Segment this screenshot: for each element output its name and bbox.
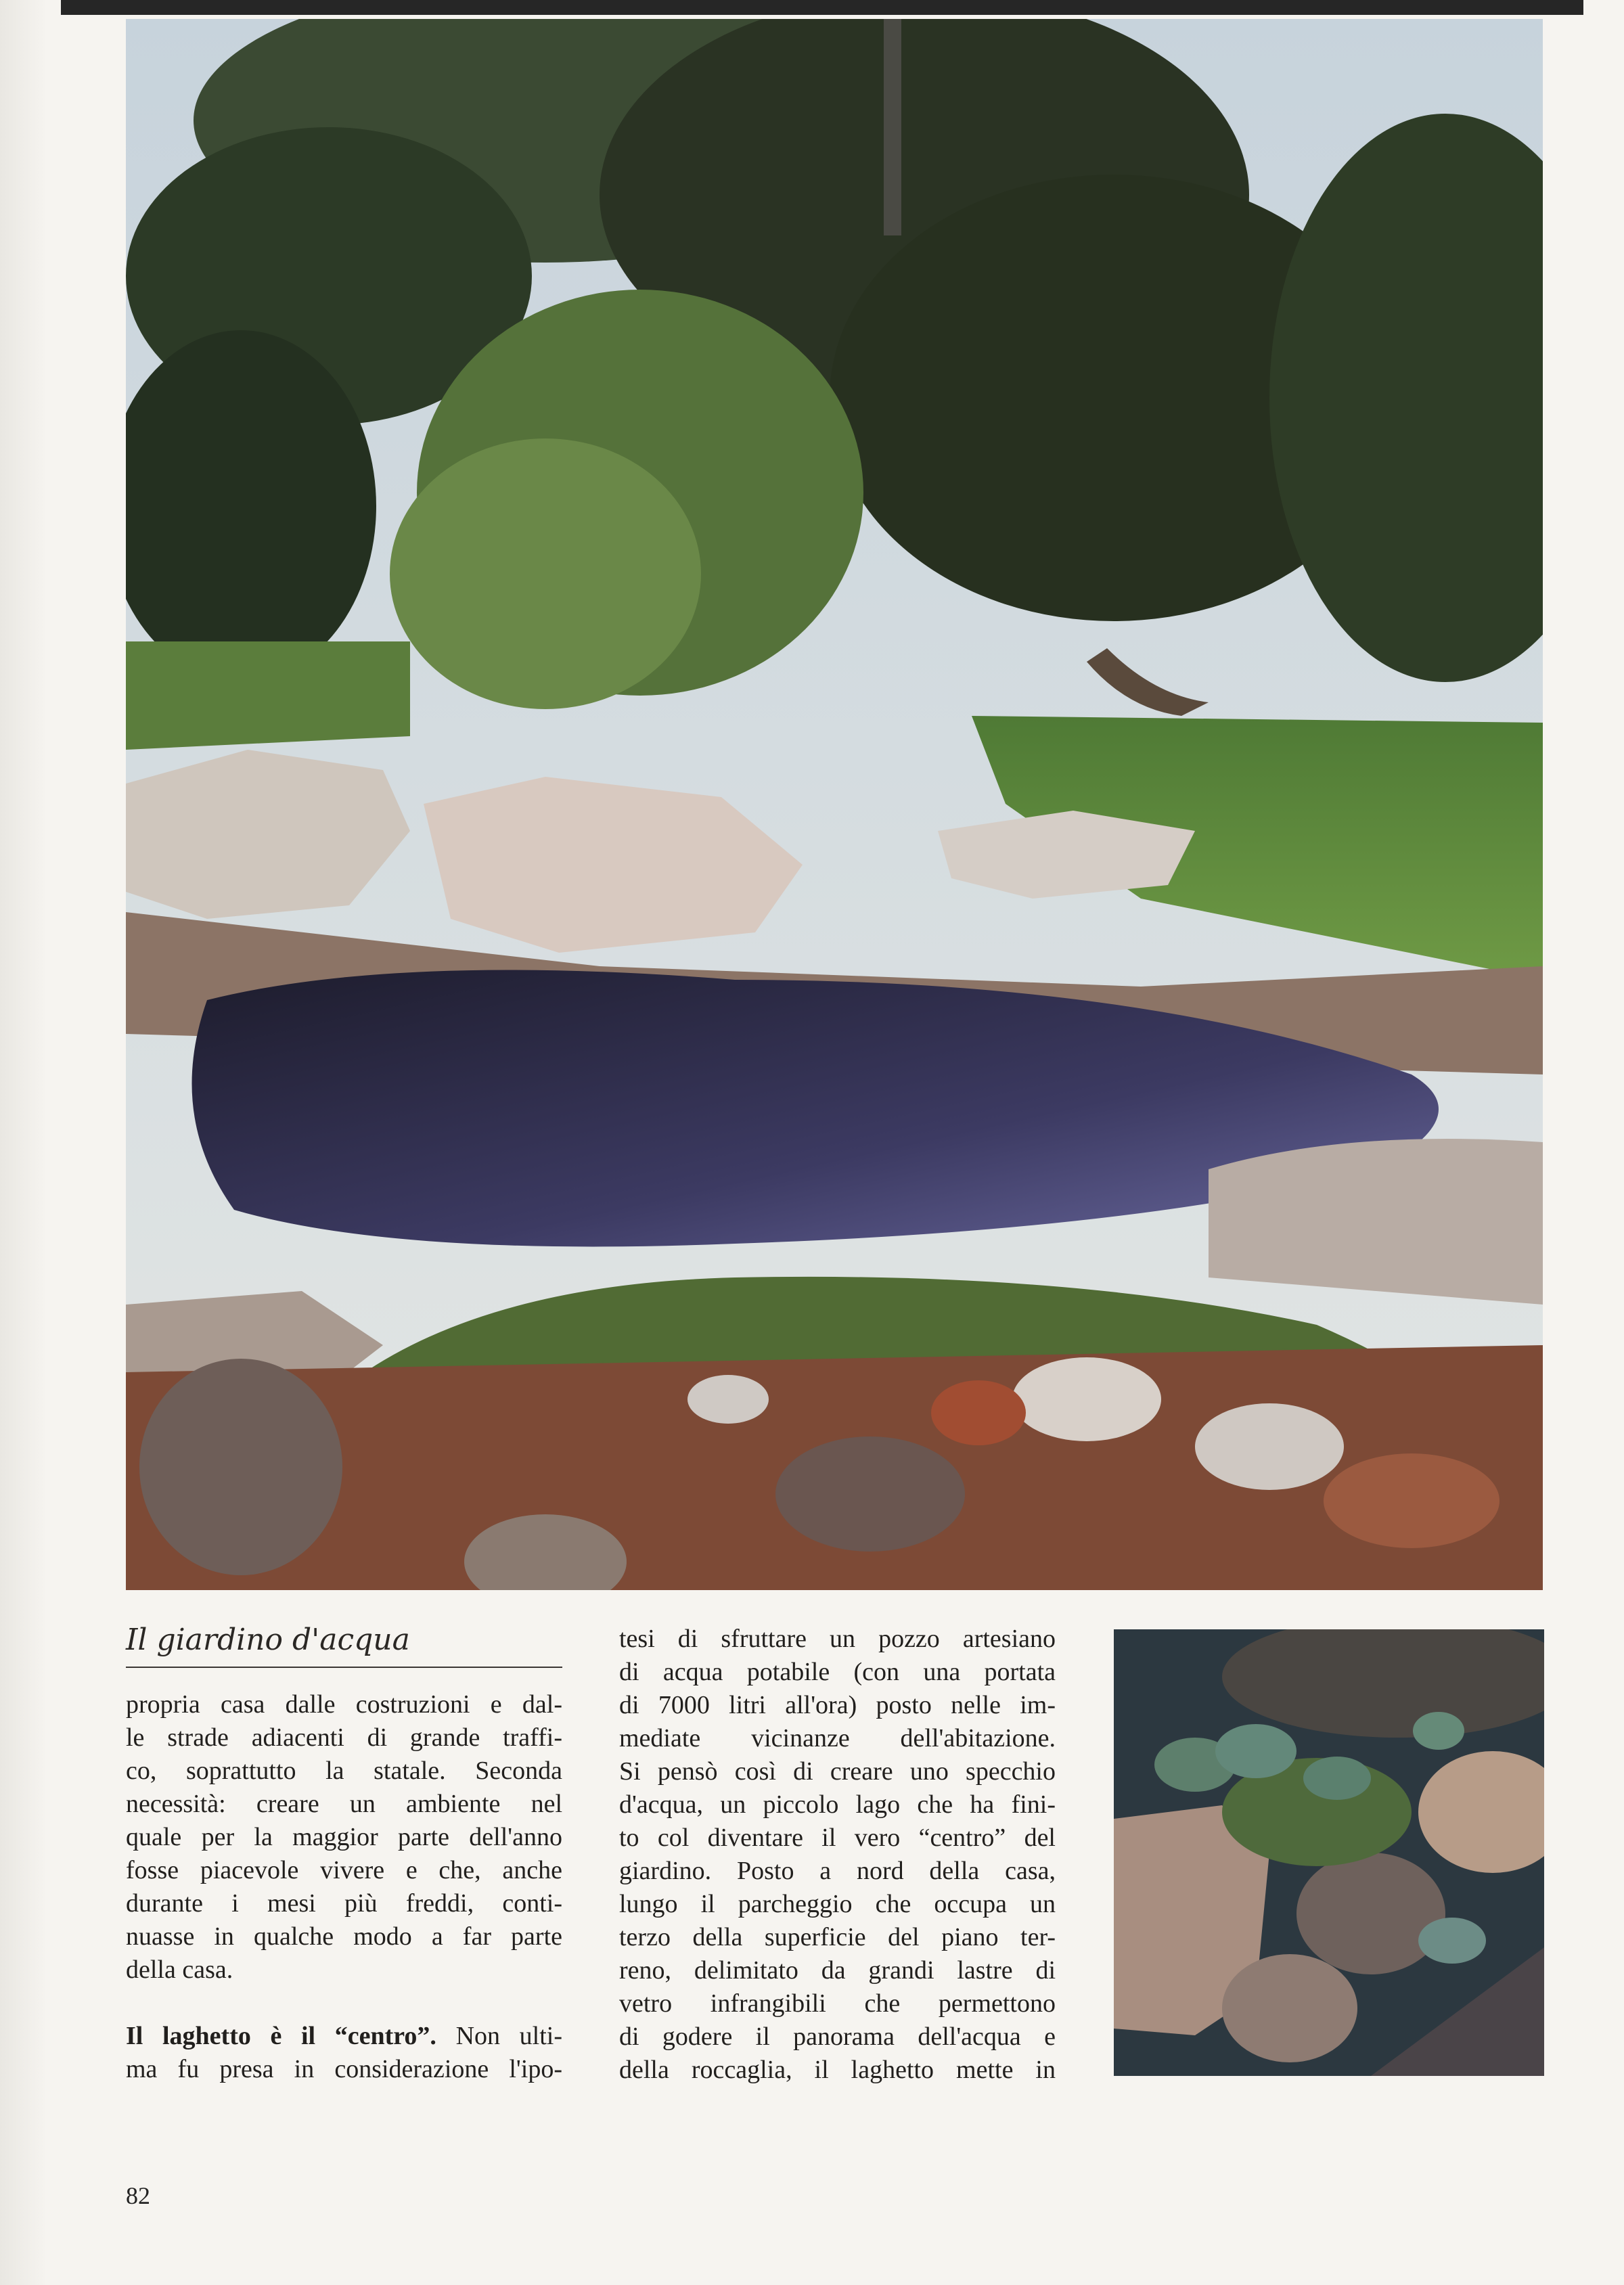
text-line: della casa.	[126, 1955, 233, 1984]
text-line: giardino. Posto a nord della casa,	[619, 1857, 1056, 1885]
text-line: propria casa dalle costruzioni e dal-	[126, 1690, 562, 1719]
article-column-2	[619, 1623, 1056, 2087]
subhead-line	[126, 2020, 562, 2053]
text-line: di 7000 litri all'ora) posto nelle im-	[619, 1691, 1056, 1719]
scan-left-edge	[0, 0, 47, 2285]
text-line: mediate vicinanze dell'abitazione.	[619, 1724, 1056, 1752]
scan-top-edge	[61, 0, 1583, 15]
page-number: 82	[126, 2182, 150, 2209]
garden-pond-photo	[126, 19, 1543, 1590]
text-line: della roccaglia, il laghetto mette in	[619, 2056, 1056, 2084]
text-line: fosse piacevole vivere e che, anche	[126, 1856, 562, 1884]
text-line: necessità: creare un ambiente nel	[126, 1790, 562, 1818]
subhead: Il laghetto è il “centro”.	[126, 2022, 436, 2050]
text-line: vetro infrangibili che permettono	[619, 1989, 1056, 2018]
text-line: di godere il panorama dell'acqua e	[619, 2022, 1056, 2051]
water-lilies-stones-photo	[1114, 1629, 1544, 2076]
text-line: reno, delimitato da grandi lastre di	[619, 1956, 1056, 1985]
text-line: quale per la maggior parte dell'anno	[126, 1823, 562, 1851]
text-line: tesi di sfruttare un pozzo artesiano	[619, 1625, 1056, 1653]
text-line: co, soprattutto la statale. Seconda	[126, 1757, 562, 1785]
text-line: nuasse in qualche modo a far parte	[126, 1922, 562, 1951]
paragraph-gap	[126, 1987, 562, 2020]
text-line: terzo della superficie del piano ter-	[619, 1923, 1056, 1951]
subhead-tail: Non ulti-	[436, 2022, 562, 2050]
section-title: Il giardino d'acqua	[126, 1623, 562, 1668]
article-column-1	[126, 1688, 562, 2086]
text-line: di acqua potabile (con una portata	[619, 1658, 1056, 1686]
text-line: ma fu presa in considerazione l'ipo-	[126, 2055, 562, 2083]
text-line: le strade adiacenti di grande traffi-	[126, 1723, 562, 1752]
garden-pond-illustration	[126, 19, 1543, 1590]
text-line: durante i mesi più freddi, conti-	[126, 1889, 562, 1918]
text-line: Si pensò così di creare uno specchio	[619, 1757, 1056, 1786]
text-line: d'acqua, un piccolo lago che ha fini-	[619, 1790, 1056, 1819]
text-line: to col diventare il vero “centro” del	[619, 1824, 1056, 1852]
text-line: lungo il parcheggio che occupa un	[619, 1890, 1056, 1918]
water-lilies-illustration	[1114, 1629, 1544, 2076]
